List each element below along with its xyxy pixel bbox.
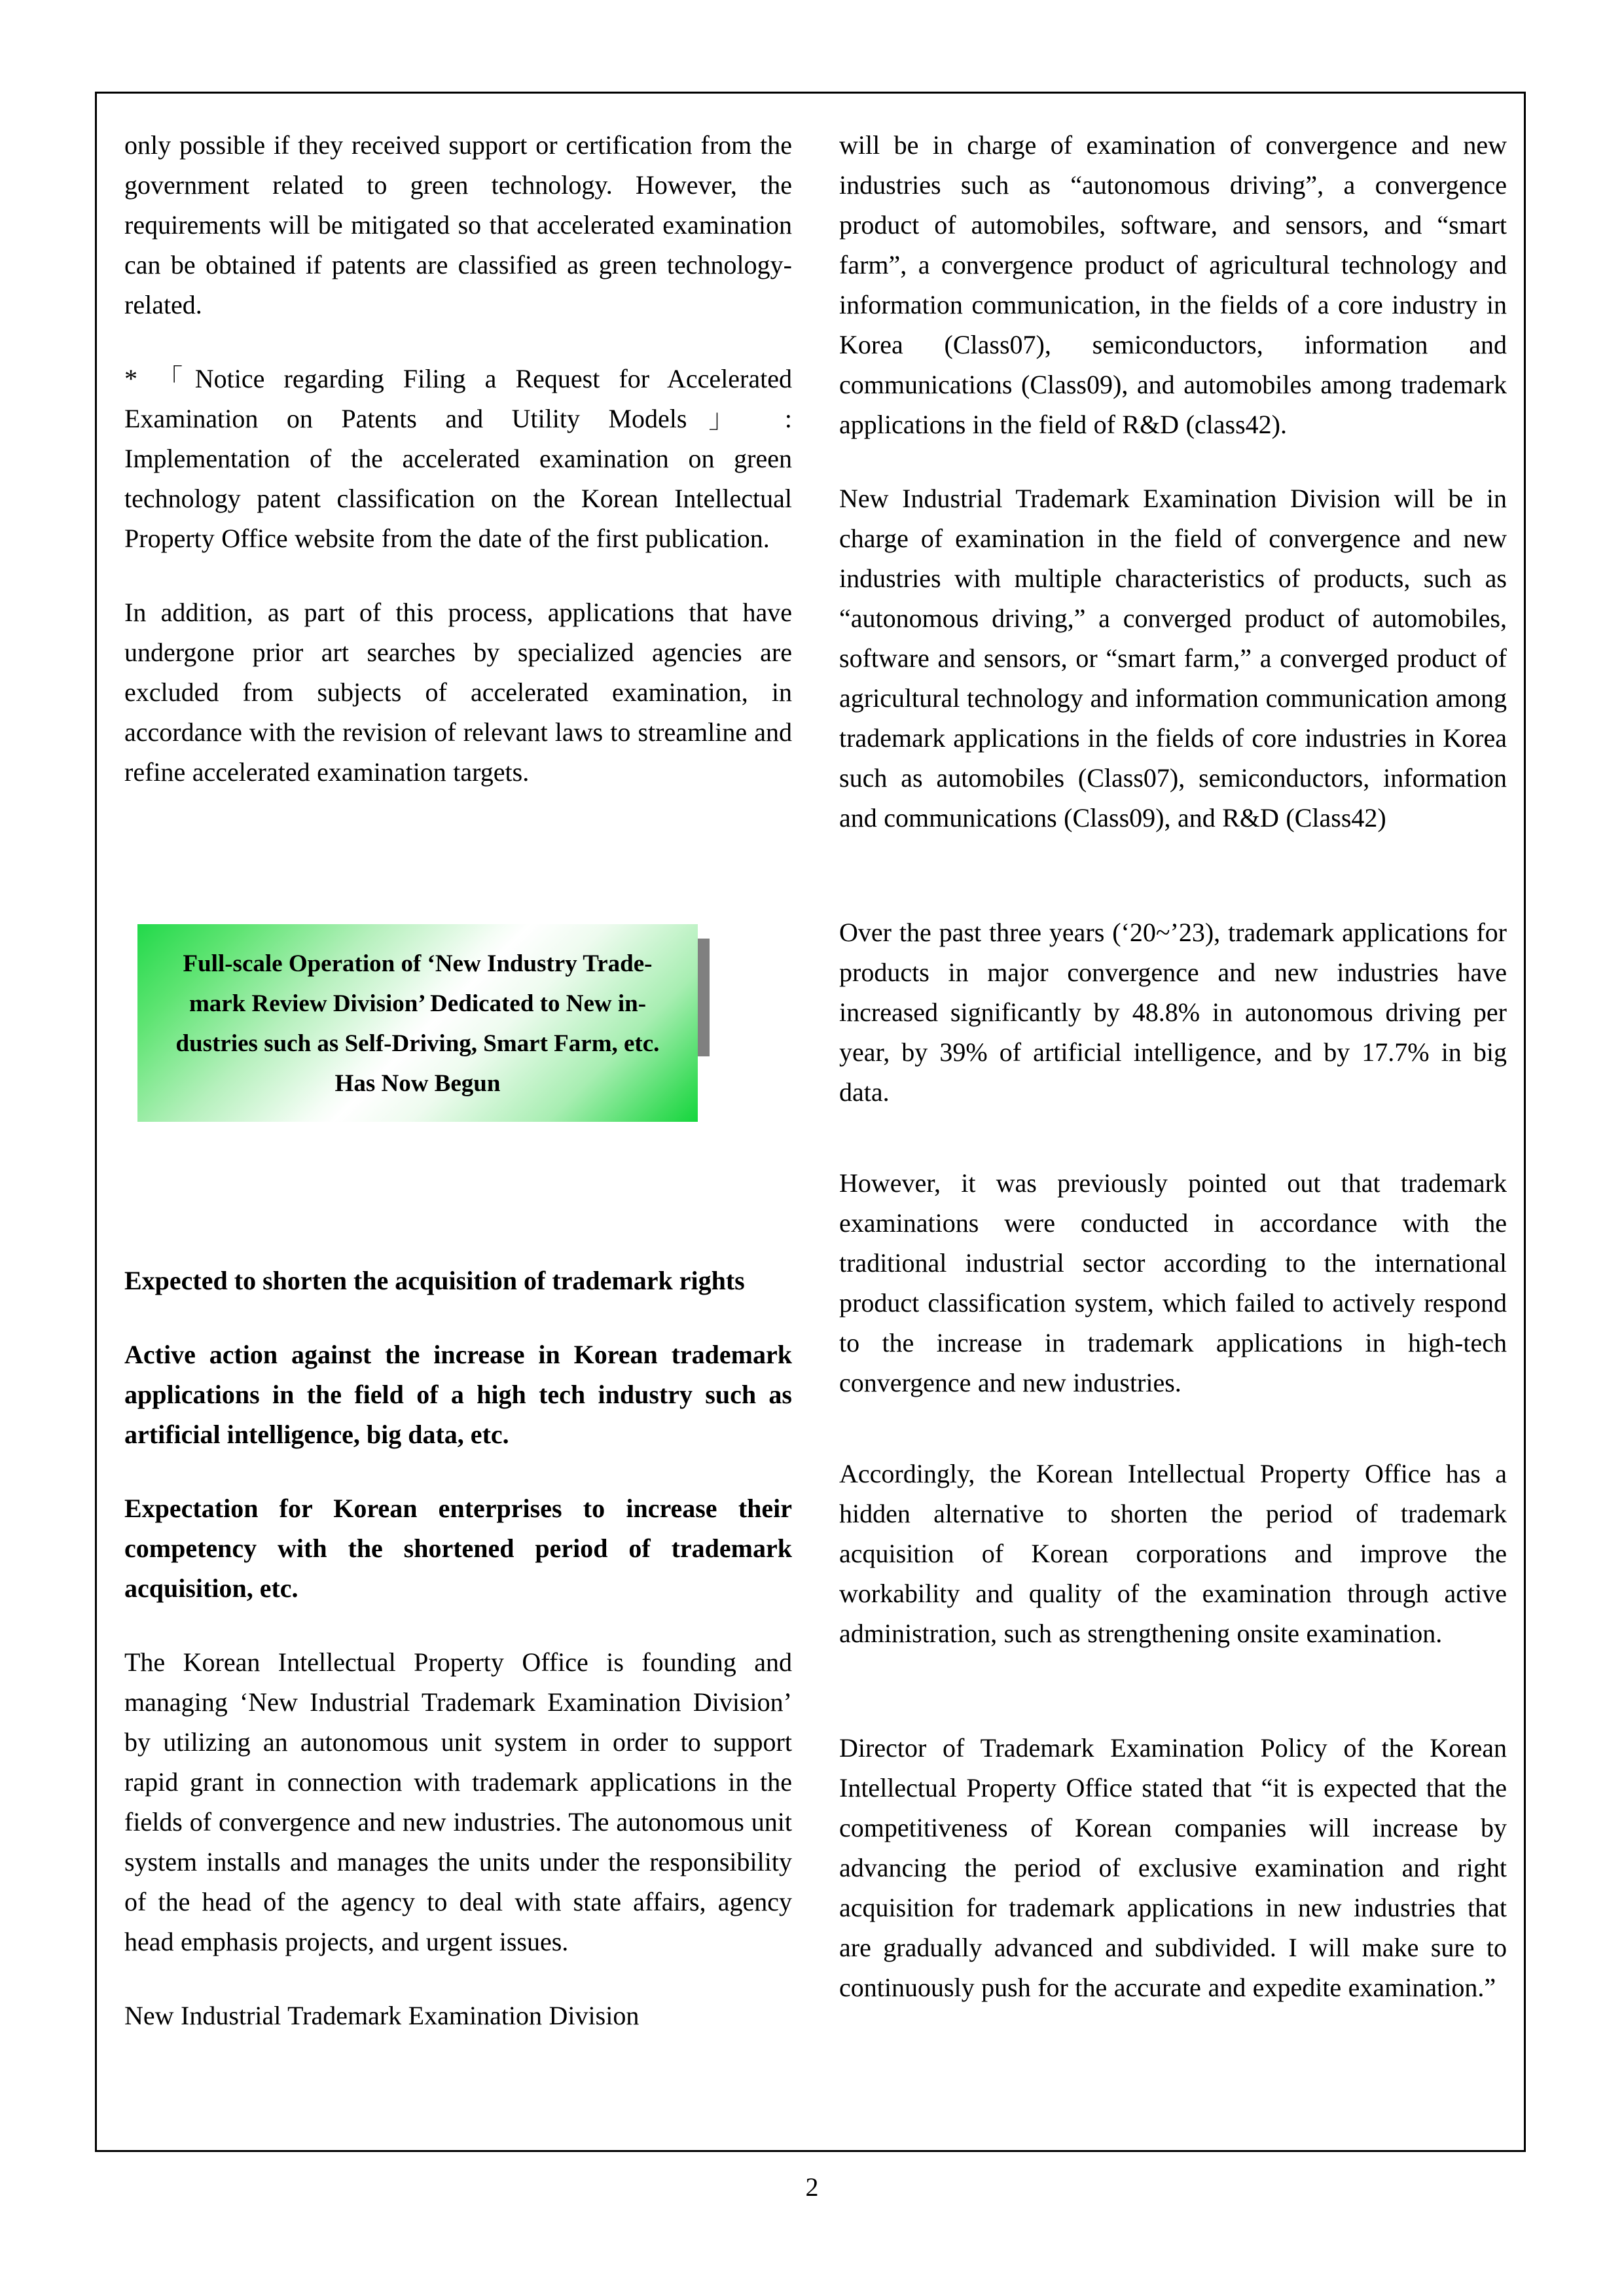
spacer-before-alternative — [839, 1437, 1507, 1454]
heading-expectation-competency: Expectation for Korean enterprises to increase their competency with the shortened period of trademark acquisition, etc. — [124, 1494, 792, 1603]
paragraph-kipo-founding: The Korean Intellectual Property Office is founding and managing ‘New Industrial Trademark Examination Division’ by utilizing an autonomous unit system in order to support rapid grant in connection with trademark applications in the fields of convergence and new industries. The autonomous unit system installs and manages the units under the responsibility of the head of the agency to deal with state affairs, agency head emphasis projects, and urgent issues. — [124, 1647, 792, 1956]
two-column-layout — [124, 125, 1507, 2137]
heading-active-action: Active action against the increase in Korean trademark applications in the field of a high tech industry such as artificial intelligence, big data, etc. — [124, 1340, 792, 1449]
page-border-frame — [95, 92, 1526, 2152]
spacer-before-callout — [124, 826, 792, 924]
spacer-before-quote — [839, 1687, 1507, 1728]
callout-line-2: mark Review Division’ Dedicated to New in- — [189, 990, 647, 1017]
callout-line-1: Full-scale Operation of ‘New Industry Trade- — [183, 950, 653, 977]
callout-line-4: Has Now Begun — [334, 1070, 501, 1097]
spacer-before-criticism — [839, 1146, 1507, 1163]
green-callout-container — [137, 924, 698, 1122]
spacer-after-callout-2 — [124, 1220, 792, 1261]
right-column — [839, 125, 1507, 2137]
page-number: 2 — [805, 2172, 819, 2202]
left-column — [124, 125, 792, 2137]
paragraph-division-charge-continued: will be in charge of examination of convergence and new industries such as “autonomous driving”, a convergence product of automobiles, software, and sensors, and “smart farm”, a convergence product of agricultural technology and information communication, in the fields of a core industry in Korea (Class07), semiconductors, information and communications (Class09), and automobiles among trademark applications in the field of R&D (class42). — [839, 130, 1507, 439]
paragraph-green-tech-continuation: only possible if they received support or certification from the government related to green technology. However, the requirements will be mitigated so that accelerated examination can be obtained if patents are classified as green technology-related. — [124, 130, 792, 319]
paragraph-kipo-alternative: Accordingly, the Korean Intellectual Property Office has a hidden alternative to shorten the period of trademark acquisition of Korean corporations and improve the workability and quality of the examination through active administration, such as strengthening onsite examination. — [839, 1459, 1507, 1648]
paragraph-growth-statistics: Over the past three years (‘20~’23), trademark applications for products in major convergence and new industries have increased significantly by 48.8% in autonomous driving per year, by 39% of artificial intelligence, and by 17.7% in big data. — [839, 918, 1507, 1107]
paragraph-division-charge-restated: New Industrial Trademark Examination Division will be in charge of examination in the field of convergence and new industries with multiple characteristics of products, such as “autonomous driving,” a converged product of automobiles, software and sensors, or “smart farm,” a converged product of agricultural technology and information communication among trademark applications in the fields of core industries in Korea such as automobiles (Class07), semiconductors, information and communications (Class09), and R&D (Class42) — [839, 484, 1507, 833]
callout-line-3: dustries such as Self-Driving, Smart Farm, etc. — [175, 1030, 660, 1057]
paragraph-prior-art-exclusion: In addition, as part of this process, applications that have undergone prior art searches by specialized agencies are excluded from subjects of accelerated examination, in accordance with the revision of relevant laws to streamline and refine accelerated examination targets. — [124, 598, 792, 787]
paragraph-prior-criticism: However, it was previously pointed out that trademark examinations were conducted in accordance with the traditional industrial sector according to the international product classification system, which failed to actively respond to the increase in trademark applications in high-tech convergence and new industries. — [839, 1168, 1507, 1397]
heading-shorten-acquisition: Expected to shorten the acquisition of trademark rights — [124, 1266, 745, 1295]
paragraph-director-quote: Director of Trademark Examination Policy of the Korean Intellectual Property Office stated that “it is expected that the competitiveness of Korean companies will increase by advancing the period of exclusive examination and right acquisition for trademark applications in new industries that are gradually advanced and subdivided. I will make sure to continuously push for the accurate and expedite examination.” — [839, 1733, 1507, 2002]
spacer-after-callout — [124, 1122, 792, 1220]
paragraph-division-bridge: New Industrial Trademark Examination Division — [124, 2001, 640, 2030]
spacer-before-statistics — [839, 872, 1507, 912]
paragraph-notice-footnote: * 「Notice regarding Filing a Request for Accelerated Examination on Patents and Utility Models」 : Implementation of the accelerated examination on green technology patent classification on the Korean Intellectual Property Office website from the date of the first publication. — [124, 364, 792, 553]
green-callout-box — [137, 924, 698, 1122]
